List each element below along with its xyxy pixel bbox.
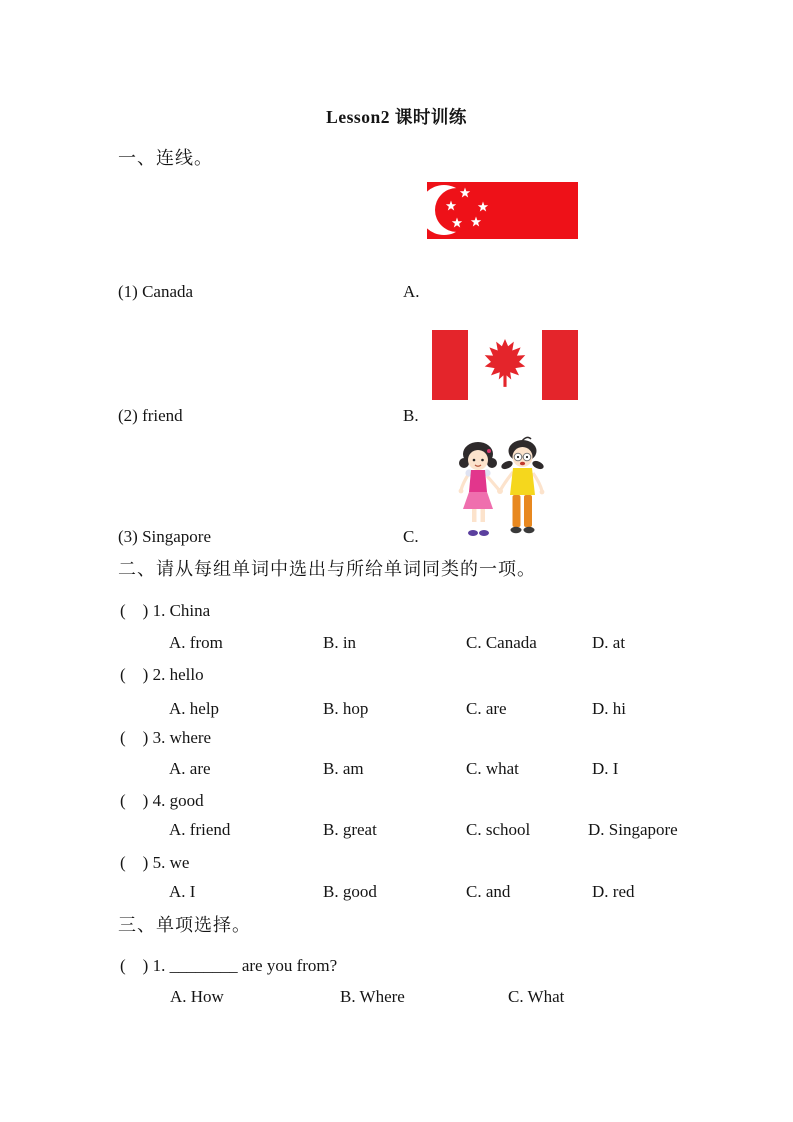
s2-q5-stem: ( ) 5. we: [120, 853, 190, 872]
s2-q4-option-c: C. school: [466, 820, 531, 839]
s2-q2-option-b: B. hop: [323, 699, 369, 718]
s2-q5-option-c: C. and: [466, 882, 511, 901]
s2-q5-option-a: A. I: [169, 882, 196, 901]
s2-q3-option-d: D. I: [592, 759, 619, 778]
page-title: Lesson2 课时训练: [326, 107, 467, 127]
canada-flag-image: [432, 330, 578, 400]
girl-right: [500, 437, 545, 533]
canada-flag-icon: [432, 330, 578, 400]
s3-q1-option-c: C. What: [508, 987, 565, 1006]
s2-q2-option-c: C. are: [466, 699, 507, 718]
singapore-flag-icon: [427, 182, 578, 239]
match-pair-1-letter: A.: [403, 282, 420, 301]
match-pair-3-word: (3) Singapore: [118, 527, 212, 546]
s2-q3-option-b: B. am: [323, 759, 364, 778]
singapore-flag-image: [427, 182, 578, 239]
section-2-heading: 二、请从每组单词中选出与所给单词同类的一项。: [118, 559, 536, 579]
s2-q1-option-a: A. from: [169, 633, 223, 652]
s2-q1-option-b: B. in: [323, 633, 357, 652]
flag-left-bar: [432, 330, 468, 400]
flag-right-bar: [542, 330, 578, 400]
s2-q5-option-b: B. good: [323, 882, 377, 901]
s2-q1-stem: ( ) 1. China: [120, 601, 211, 620]
s2-q4-stem: ( ) 4. good: [120, 791, 204, 810]
s3-q1-stem: ( ) 1. ________ are you from?: [120, 956, 338, 975]
s2-q5-option-d: D. red: [592, 882, 635, 901]
section-1-heading: 一、连线。: [118, 148, 213, 168]
joined-hands: [497, 488, 503, 494]
match-pair-2-word: (2) friend: [118, 406, 183, 425]
s2-q2-option-a: A. help: [169, 699, 220, 718]
s2-q3-option-a: A. are: [169, 759, 211, 778]
match-pair-2-letter: B.: [403, 406, 419, 425]
girl-left: [459, 442, 499, 536]
s2-q1-option-d: D. at: [592, 633, 626, 652]
s2-q1-option-c: C. Canada: [466, 633, 537, 652]
s2-q3-stem: ( ) 3. where: [120, 728, 212, 747]
s2-q3-option-c: C. what: [466, 759, 519, 778]
section-3-heading: 三、单项选择。: [118, 915, 251, 935]
s2-q2-stem: ( ) 2. hello: [120, 665, 204, 684]
two-friends-icon: [450, 435, 550, 543]
match-pair-3-letter: C.: [403, 527, 419, 546]
match-pair-1-word: (1) Canada: [118, 282, 194, 301]
s3-q1-option-a: A. How: [170, 987, 224, 1006]
s3-q1-option-b: B. Where: [340, 987, 405, 1006]
friends-illustration: [450, 435, 550, 543]
s2-q4-option-a: A. friend: [169, 820, 231, 839]
s2-q4-option-d: D. Singapore: [588, 820, 678, 839]
s2-q4-option-b: B. great: [323, 820, 377, 839]
s2-q2-option-d: D. hi: [592, 699, 626, 718]
